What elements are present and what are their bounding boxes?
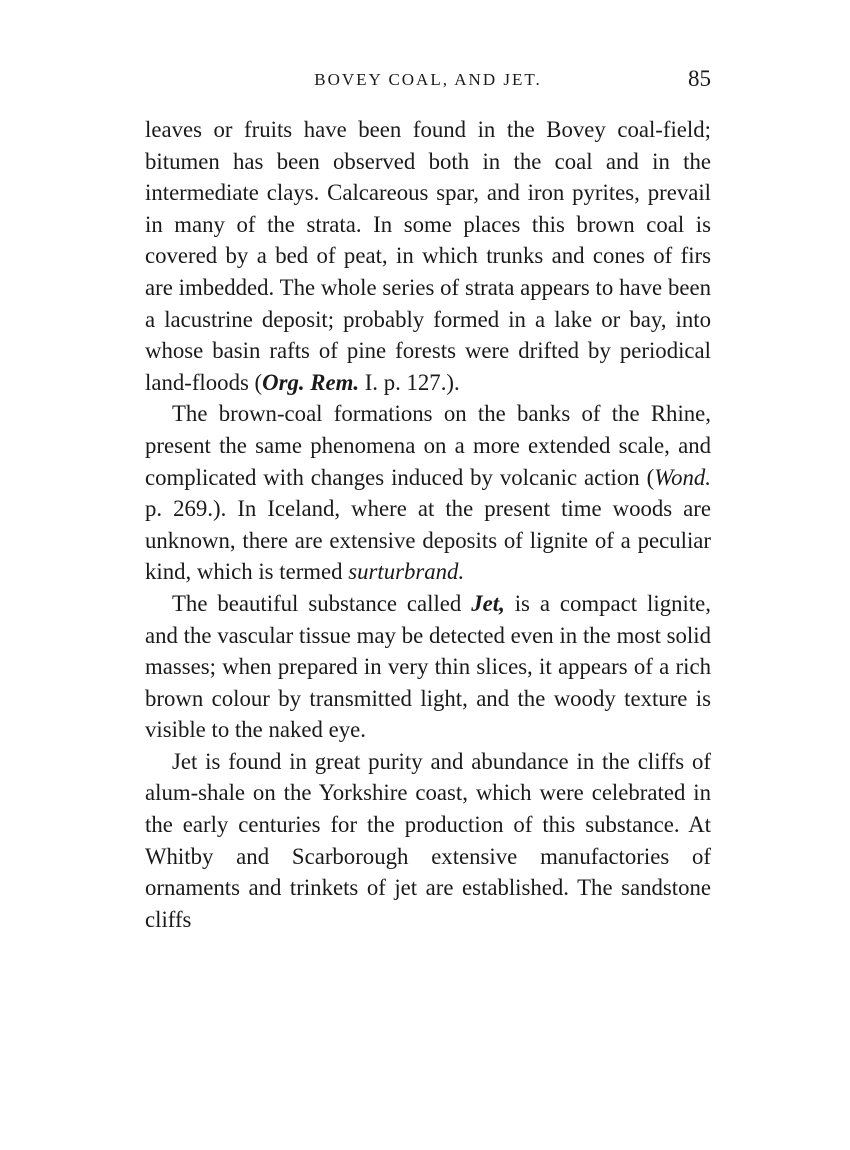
running-head [145,66,711,96]
paragraph-jet-definition [145,588,711,746]
page-number: 85 [688,66,711,91]
paragraph-text: I. p. 127.). [359,369,460,395]
paragraph-text: Jet is found in great purity and abundance in the cliffs of alum-shale on the Yorkshire coast, which were celebrated in the early centuries for the production of this substance. At Whitby and Scarborough extensive manufactories of ornaments and trinkets of jet are established. The sandstone cliffs [145,748,711,932]
citation-title: Org. Rem. [262,369,360,395]
paragraph-jet-yorkshire [145,746,711,936]
citation-title: Wond. [654,464,711,490]
italic-term: surturbrand. [348,559,465,585]
italic-term: Jet, [471,590,505,616]
paragraph-text: is a compact lignite, and the vascular tissue may be detected even in the most solid masses; when prepared in very thin slices, it appears of a rich brown colour by transmitted light, and the woody texture is visible to the naked eye. [145,590,711,743]
paragraph-text: The beautiful substance called [172,590,472,616]
paragraph-bovey-coal [145,114,711,398]
paragraph-text: leaves or fruits have been found in the Bovey coal-field; bitumen has been observed both in the coal and in the intermediate clays. Calcareous spar, and iron pyrites, prevail in many of the strata. In some places this brown coal is covered by a bed of peat, in which trunks and cones of firs are imbedded. The whole series of strata appears to have been a lacustrine deposit; probably formed in a lake or bay, into whose basin rafts of pine forests were drifted by periodical land-floods ( [145,117,711,395]
body-text [145,114,711,935]
running-title: BOVEY COAL, AND JET. [314,70,542,89]
paragraph-text: The brown-coal formations on the banks of the Rhine, present the same phenomena on a more extended scale, and complicated with changes induced by volcanic action ( [145,401,711,490]
paragraph-text: p. 269.). In Iceland, where at the present time woods are unknown, there are extensive deposits of lignite of a peculiar kind, which is termed [145,496,711,585]
paragraph-rhine-brown-coal [145,398,711,588]
